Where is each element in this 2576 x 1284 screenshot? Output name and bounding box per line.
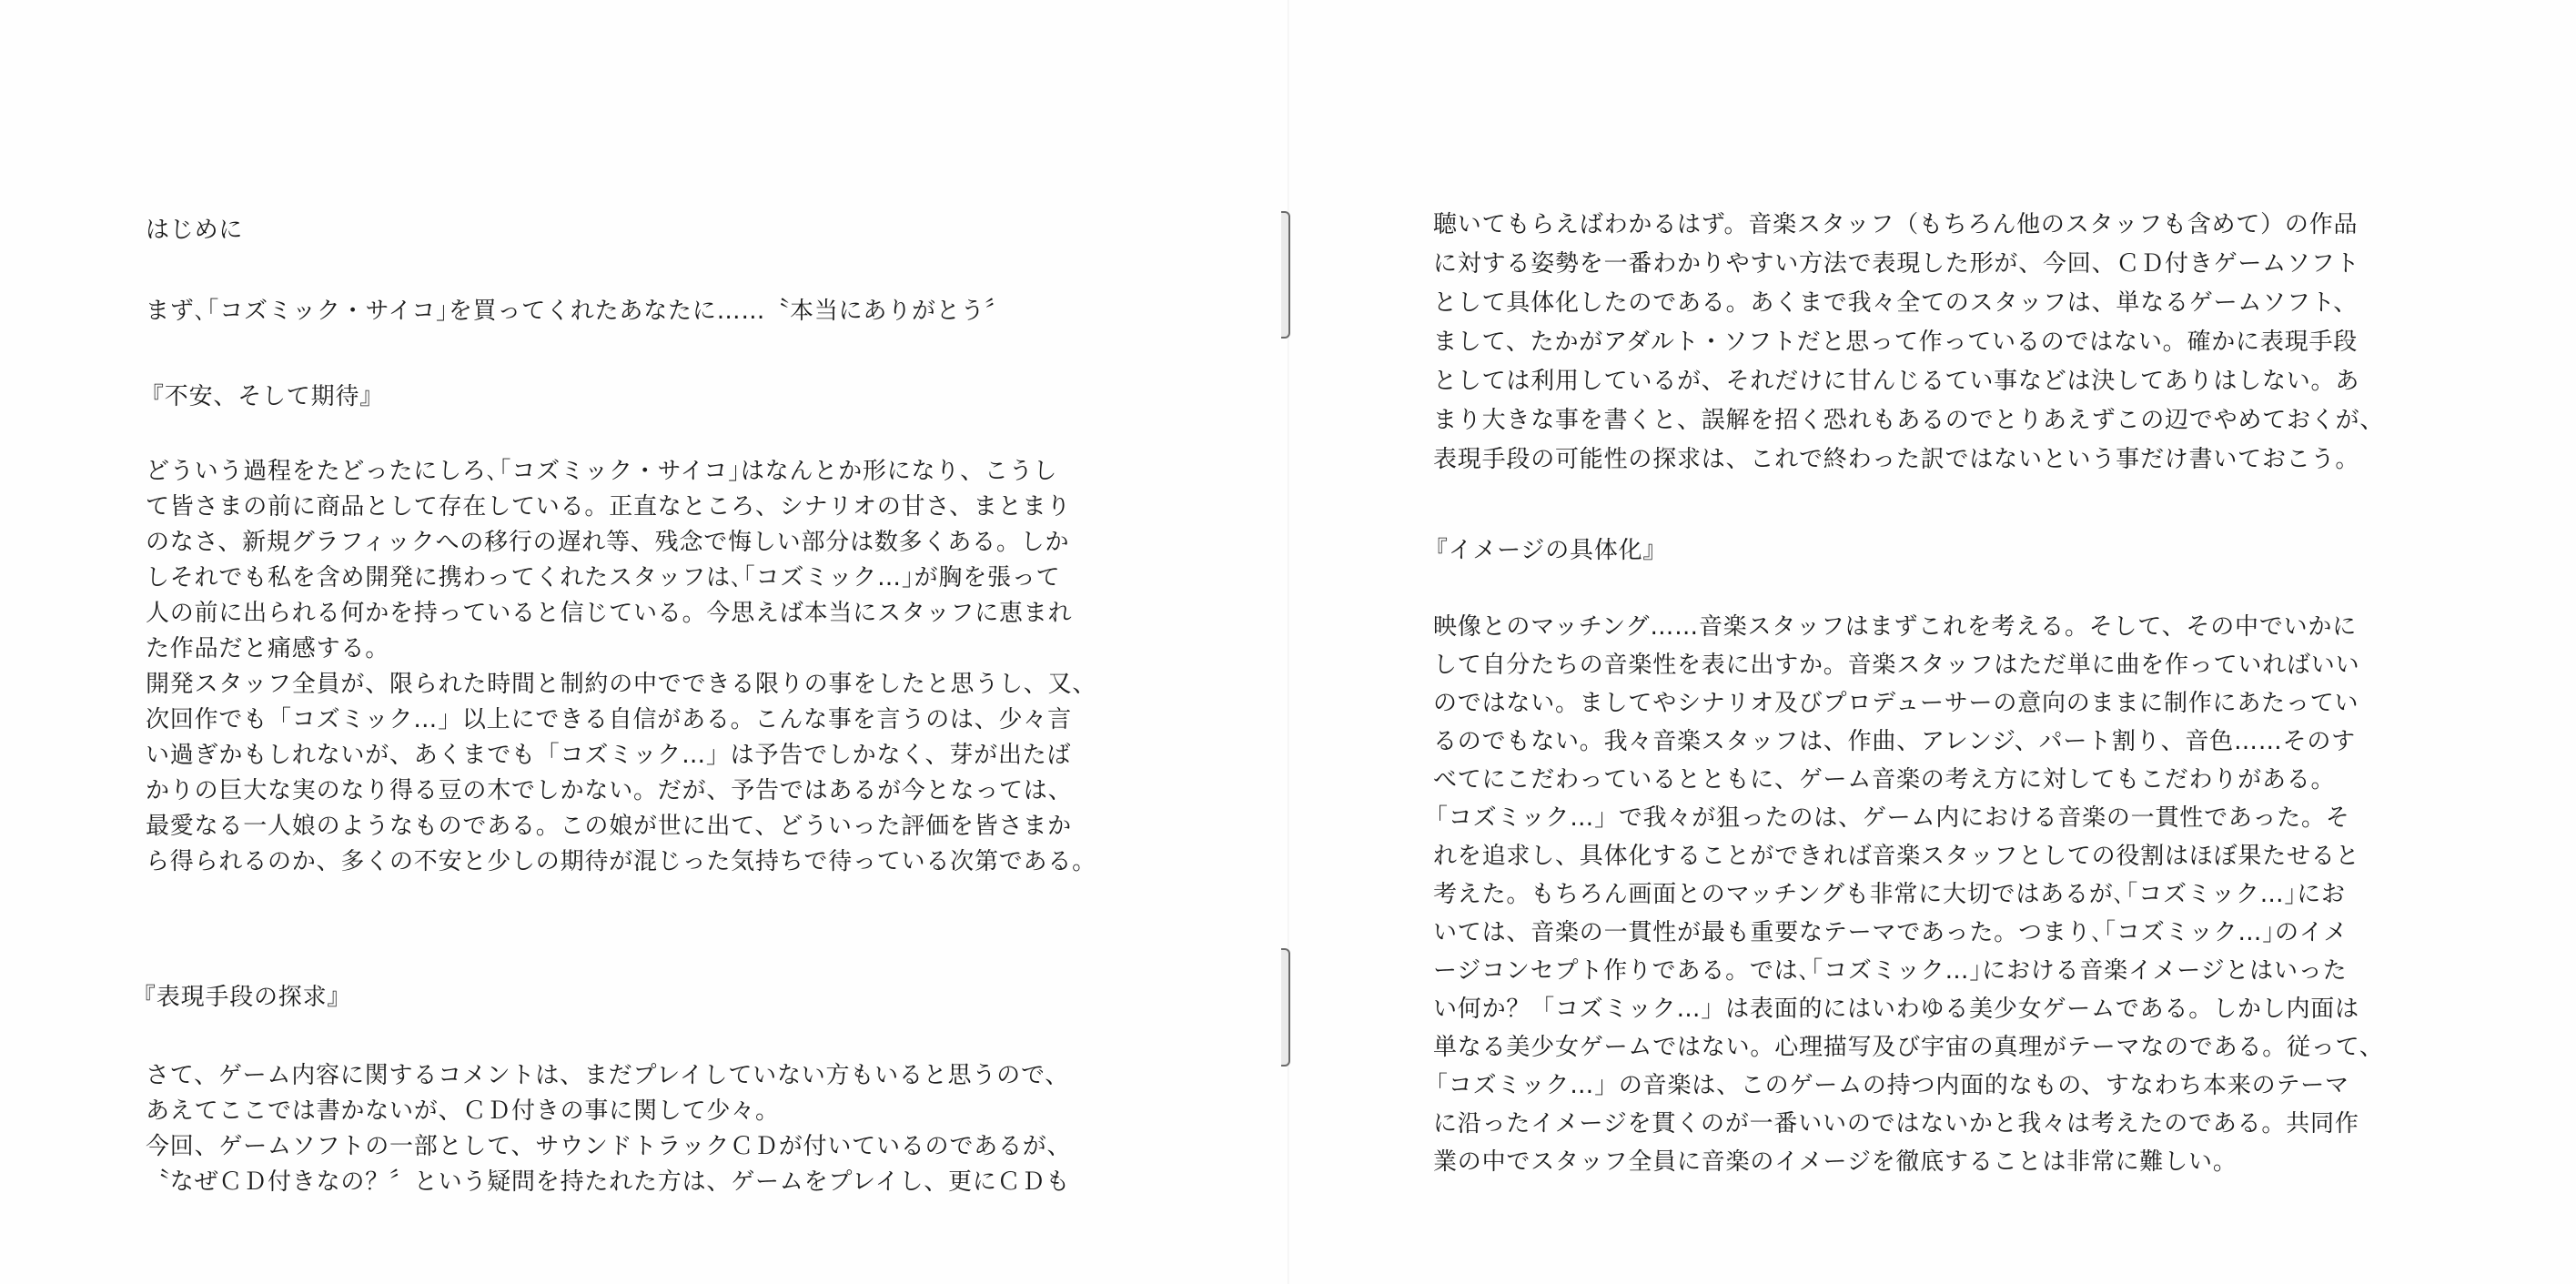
body-line: 業の中でスタッフ全員に音楽のイメージを徹底することは非常に難しい。: [1433, 1148, 2238, 1176]
section-title-expression: 『表現手段の探求』: [132, 984, 352, 1011]
body-line: 考えた。もちろん画面とのマッチングも非常に大切ではあるが､｢コズミック…｣にお: [1433, 881, 2346, 908]
body-line: に対する姿勢を一番わかりやすい方法で表現した形が、今回、ＣＤ付きゲームソフト: [1433, 250, 2360, 278]
body-line: べてにこだわっているとともに、ゲーム音楽の考え方に対してもこだわりがある。: [1433, 766, 2336, 794]
body-line: 映像とのマッチング……音楽スタッフはまずこれを考える。そして、その中でいかに: [1433, 613, 2358, 641]
body-line: あえてここでは書かないが、ＣＤ付きの事に関して少々。: [146, 1097, 780, 1125]
body-line: れを追求し、具体化することができれば音楽スタッフとしての役割はほぼ果たせると: [1433, 843, 2360, 870]
body-line: 開発スタッフ全員が、限られた時間と制約の中でできる限りの事をしたと思うし、又、: [146, 671, 1097, 698]
body-line: ージコンセプト作りである。では､｢コズミック…｣における音楽イメージとはいった: [1433, 957, 2348, 985]
body-line: い何か？「コズミック…」は表面的にはいわゆる美少女ゲームである。しかし内面は: [1433, 996, 2359, 1023]
body-line: るのでもない。我々音楽スタッフは、作曲、アレンジ、パート割り、音色……そのす: [1433, 728, 2356, 755]
body-line: まして、たかがアダルト・ソフトだと思って作っているのではない。確かに表現手段: [1433, 329, 2359, 356]
body-line: として具体化したのである。あくまで我々全てのスタッフは、単なるゲームソフト、: [1433, 289, 2359, 317]
body-line: 〝なぜＣＤ付きなの？〞という疑問を持たれた方は、ゲームをプレイし、更にＣＤも: [146, 1168, 1071, 1196]
body-line: かりの巨大な実のなり得る豆の木でしかない。だが、予告ではあるが今となっては、: [146, 777, 1073, 804]
section-title-anxiety: 『不安、そして期待』: [140, 383, 385, 410]
body-line: のなさ、新規グラフィックへの移行の遅れ等、残念で悔しい部分は数多くある。しか: [146, 529, 1070, 556]
body-line: しそれでも私を含め開発に携わってくれたスタッフは､｢コズミック…｣が胸を張って: [146, 564, 1061, 591]
body-line: 次回作でも「コズミック…」以上にできる自信がある。こんな事を言うのは、少々言: [146, 706, 1072, 733]
body-line: して自分たちの音楽性を表に出すか。音楽スタッフはただ単に曲を作っていればいい: [1433, 652, 2360, 679]
body-line: 表現手段の可能性の探求は、これで終わった訳ではないという事だけ書いておこう。: [1433, 446, 2360, 473]
body-line: 最愛なる一人娘のようなものである。この娘が世に出て、どういった評価を皆さまか: [146, 813, 1072, 840]
heading: はじめに: [146, 217, 244, 244]
body-line: 人の前に出られる何かを持っていると信じている。今思えば本当にスタッフに恵まれ: [146, 600, 1073, 627]
body-line: に沿ったイメージを貫くのが一番いいのではないかと我々は考えたのである。共同作: [1433, 1110, 2359, 1137]
body-line: さて、ゲーム内容に関するコメントは、まだプレイしていない方もいると思うので、: [146, 1062, 1070, 1089]
body-line: 聴いてもらえばわかるはず。音楽スタッフ（もちろん他のスタッフも含めて）の作品: [1433, 211, 2359, 238]
body-line: 「コズミック…」で我々が狙ったのは、ゲーム内における音楽の一貫性であった。そ: [1424, 804, 2350, 832]
body-line: まり大きな事を書くと、誤解を招く恐れもあるのでとりあえずこの辺でやめておくが、: [1433, 407, 2385, 434]
body-line: ら得られるのか、多くの不安と少しの期待が混じった気持ちで待っている次第である。: [146, 848, 1096, 875]
body-line: どういう過程をたどったにしろ､｢コズミック・サイコ｣はなんとか形になり、こうし: [146, 458, 1058, 485]
body-line: い過ぎかもしれないが、あくまでも「コズミック…」は予告でしかなく、芽が出たば: [146, 742, 1072, 769]
body-line: のではない。ましてやシナリオ及びプロデューサーの意向のままに制作にあたってい: [1433, 690, 2359, 717]
body-line: 単なる美少女ゲームではない。心理描写及び宇宙の真理がテーマなのである。従って、: [1433, 1034, 2384, 1061]
body-line: て皆さまの前に商品として存在している。正直なところ、シナリオの甘さ、まとまり: [146, 493, 1072, 521]
right-page: [1288, 0, 2576, 1284]
greeting-line: まず､｢コズミック・サイコ｣を買ってくれたあなたに……〝本当にありがとう〞: [146, 298, 1010, 325]
body-line: 「コズミック…」の音楽は、このゲームの持つ内面的なもの、すなわち本来のテーマ: [1424, 1072, 2349, 1099]
section-title-image: 『イメージの具体化』: [1424, 537, 1668, 564]
body-line: としては利用しているが、それだけに甘んじるてい事などは決してありはしない。あ: [1433, 368, 2360, 395]
body-line: た作品だと痛感する。: [146, 635, 390, 662]
body-line: いては、音楽の一貫性が最も重要なテーマであった。つまり､｢コズミック…｣のイメ: [1433, 919, 2349, 946]
body-line: 今回、ゲームソフトの一部として、サウンドトラックＣＤが付いているのであるが、: [146, 1133, 1072, 1160]
